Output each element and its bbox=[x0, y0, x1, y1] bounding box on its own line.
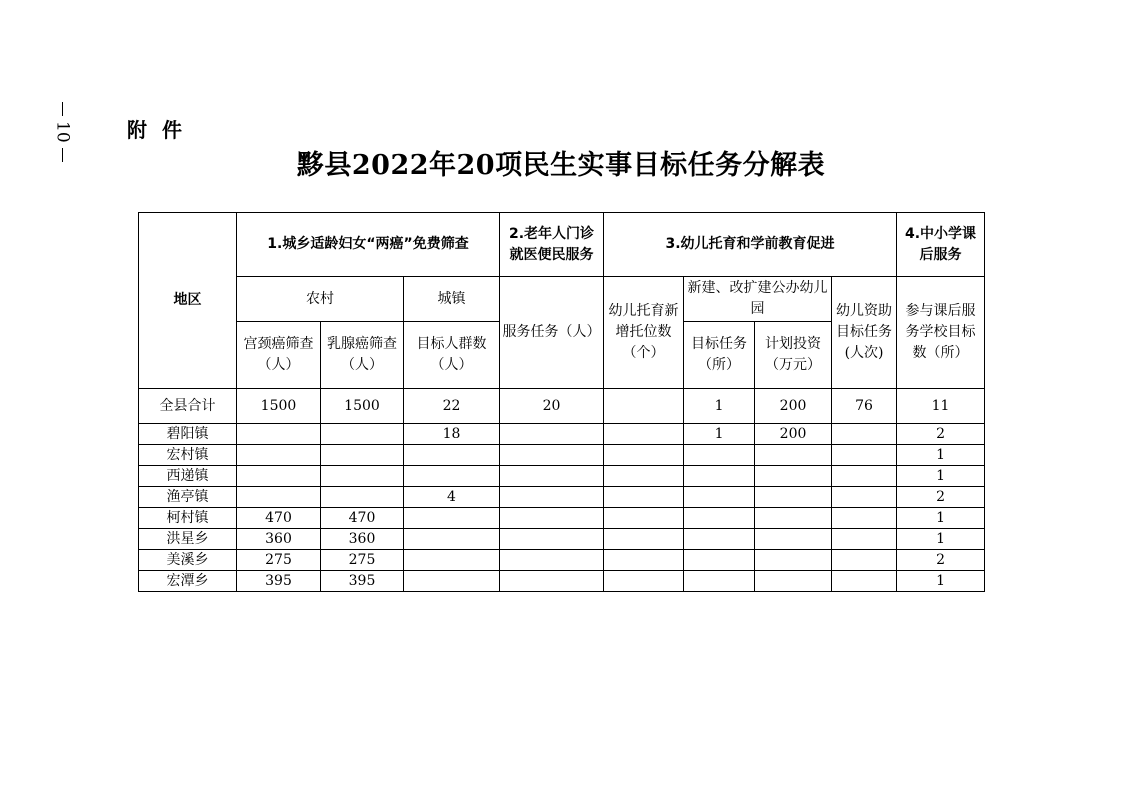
subheader-rural: 农村 bbox=[237, 277, 404, 322]
cell-service-task bbox=[500, 487, 604, 508]
leaf-header-target-pop: 目标人群数（人） bbox=[404, 322, 500, 389]
subheader-kindergarten: 新建、改扩建公办幼儿园 bbox=[684, 277, 832, 322]
row-name: 西递镇 bbox=[139, 466, 237, 487]
cell-planned-invest bbox=[755, 466, 832, 487]
cell-service-task bbox=[500, 424, 604, 445]
cell-childcare-slots bbox=[604, 487, 684, 508]
cell-target-pop bbox=[404, 466, 500, 487]
group-header-childcare: 3.幼儿托育和学前教育促进 bbox=[604, 213, 897, 277]
table-row bbox=[139, 529, 985, 550]
row-name: 渔亭镇 bbox=[139, 487, 237, 508]
cell-planned-invest bbox=[755, 508, 832, 529]
cell-cervical: 470 bbox=[237, 508, 321, 529]
cell-aid-target bbox=[832, 466, 897, 487]
cell-target-pop bbox=[404, 508, 500, 529]
group-header-afterschool: 4.中小学课后服务 bbox=[897, 213, 985, 277]
table-row bbox=[139, 389, 985, 424]
cell-childcare-slots bbox=[604, 389, 684, 424]
cell-planned-invest bbox=[755, 445, 832, 466]
table-row bbox=[139, 466, 985, 487]
cell-schools: 2 bbox=[897, 487, 985, 508]
cell-schools: 1 bbox=[897, 466, 985, 487]
cell-service-task: 20 bbox=[500, 389, 604, 424]
row-name: 全县合计 bbox=[139, 389, 237, 424]
table-row bbox=[139, 571, 985, 592]
cell-target-count bbox=[684, 487, 755, 508]
row-name: 洪星乡 bbox=[139, 529, 237, 550]
cell-breast: 360 bbox=[321, 529, 404, 550]
page-number-digits: 10 bbox=[52, 121, 73, 143]
cell-breast bbox=[321, 487, 404, 508]
cell-target-count bbox=[684, 508, 755, 529]
cell-schools: 11 bbox=[897, 389, 985, 424]
header-row-1 bbox=[139, 213, 985, 277]
table-row bbox=[139, 487, 985, 508]
cell-aid-target bbox=[832, 487, 897, 508]
cell-service-task bbox=[500, 550, 604, 571]
cell-planned-invest bbox=[755, 571, 832, 592]
cell-target-pop: 4 bbox=[404, 487, 500, 508]
cell-aid-target: 76 bbox=[832, 389, 897, 424]
subheader-service-task: 服务任务（人） bbox=[500, 277, 604, 389]
cell-breast: 275 bbox=[321, 550, 404, 571]
leaf-header-breast: 乳腺癌筛查（人） bbox=[321, 322, 404, 389]
task-breakdown-table bbox=[138, 212, 985, 592]
cell-planned-invest bbox=[755, 550, 832, 571]
cell-aid-target bbox=[832, 424, 897, 445]
leaf-header-target-count: 目标任务（所） bbox=[684, 322, 755, 389]
cell-cervical bbox=[237, 466, 321, 487]
cell-service-task bbox=[500, 466, 604, 487]
cell-planned-invest: 200 bbox=[755, 424, 832, 445]
leaf-header-planned-invest: 计划投资（万元） bbox=[755, 322, 832, 389]
cell-childcare-slots bbox=[604, 508, 684, 529]
cell-planned-invest bbox=[755, 487, 832, 508]
leaf-header-cervical: 宫颈癌筛查（人） bbox=[237, 322, 321, 389]
cell-target-pop: 18 bbox=[404, 424, 500, 445]
subheader-town: 城镇 bbox=[404, 277, 500, 322]
cell-childcare-slots bbox=[604, 550, 684, 571]
table-row bbox=[139, 445, 985, 466]
cell-cervical bbox=[237, 487, 321, 508]
cell-aid-target bbox=[832, 550, 897, 571]
cell-service-task bbox=[500, 529, 604, 550]
table-row bbox=[139, 550, 985, 571]
cell-target-pop bbox=[404, 550, 500, 571]
cell-breast: 1500 bbox=[321, 389, 404, 424]
group-header-elderly: 2.老年人门诊就医便民服务 bbox=[500, 213, 604, 277]
cell-breast bbox=[321, 424, 404, 445]
subheader-aid-target: 幼儿资助目标任务(人次) bbox=[832, 277, 897, 389]
cell-planned-invest: 200 bbox=[755, 389, 832, 424]
page-title: 黟县2022年20项民生实事目标任务分解表 bbox=[296, 150, 826, 181]
row-name: 柯村镇 bbox=[139, 508, 237, 529]
cell-childcare-slots bbox=[604, 466, 684, 487]
cell-cervical: 395 bbox=[237, 571, 321, 592]
cell-cervical: 1500 bbox=[237, 389, 321, 424]
attachment-label: 附 件 bbox=[127, 118, 186, 142]
cell-breast bbox=[321, 466, 404, 487]
cell-childcare-slots bbox=[604, 424, 684, 445]
cell-cervical bbox=[237, 445, 321, 466]
cell-schools: 2 bbox=[897, 550, 985, 571]
cell-cervical bbox=[237, 424, 321, 445]
cell-target-pop bbox=[404, 571, 500, 592]
cell-aid-target bbox=[832, 571, 897, 592]
row-name: 美溪乡 bbox=[139, 550, 237, 571]
subheader-schools: 参与课后服务学校目标数（所） bbox=[897, 277, 985, 389]
cell-schools: 1 bbox=[897, 508, 985, 529]
cell-target-pop bbox=[404, 445, 500, 466]
cell-target-pop: 22 bbox=[404, 389, 500, 424]
cell-schools: 1 bbox=[897, 529, 985, 550]
cell-aid-target bbox=[832, 508, 897, 529]
subheader-childcare-slots: 幼儿托育新增托位数（个） bbox=[604, 277, 684, 389]
cell-target-count: 1 bbox=[684, 389, 755, 424]
header-row-2 bbox=[139, 277, 985, 322]
cell-childcare-slots bbox=[604, 529, 684, 550]
cell-cervical: 275 bbox=[237, 550, 321, 571]
region-header: 地区 bbox=[139, 213, 237, 389]
cell-breast: 395 bbox=[321, 571, 404, 592]
cell-target-count bbox=[684, 466, 755, 487]
cell-childcare-slots bbox=[604, 571, 684, 592]
group-header-screening: 1.城乡适龄妇女“两癌”免费筛查 bbox=[237, 213, 500, 277]
cell-target-count bbox=[684, 550, 755, 571]
cell-service-task bbox=[500, 571, 604, 592]
cell-target-pop bbox=[404, 529, 500, 550]
row-name: 宏潭乡 bbox=[139, 571, 237, 592]
cell-planned-invest bbox=[755, 529, 832, 550]
cell-breast: 470 bbox=[321, 508, 404, 529]
cell-schools: 2 bbox=[897, 424, 985, 445]
table-row bbox=[139, 508, 985, 529]
cell-aid-target bbox=[832, 445, 897, 466]
cell-target-count: 1 bbox=[684, 424, 755, 445]
cell-target-count bbox=[684, 571, 755, 592]
cell-breast bbox=[321, 445, 404, 466]
cell-childcare-slots bbox=[604, 445, 684, 466]
cell-target-count bbox=[684, 445, 755, 466]
cell-service-task bbox=[500, 508, 604, 529]
table-row bbox=[139, 424, 985, 445]
cell-target-count bbox=[684, 529, 755, 550]
cell-service-task bbox=[500, 445, 604, 466]
cell-aid-target bbox=[832, 529, 897, 550]
row-name: 宏村镇 bbox=[139, 445, 237, 466]
row-name: 碧阳镇 bbox=[139, 424, 237, 445]
cell-cervical: 360 bbox=[237, 529, 321, 550]
page-number-dash-top bbox=[62, 102, 63, 116]
cell-schools: 1 bbox=[897, 445, 985, 466]
cell-schools: 1 bbox=[897, 571, 985, 592]
